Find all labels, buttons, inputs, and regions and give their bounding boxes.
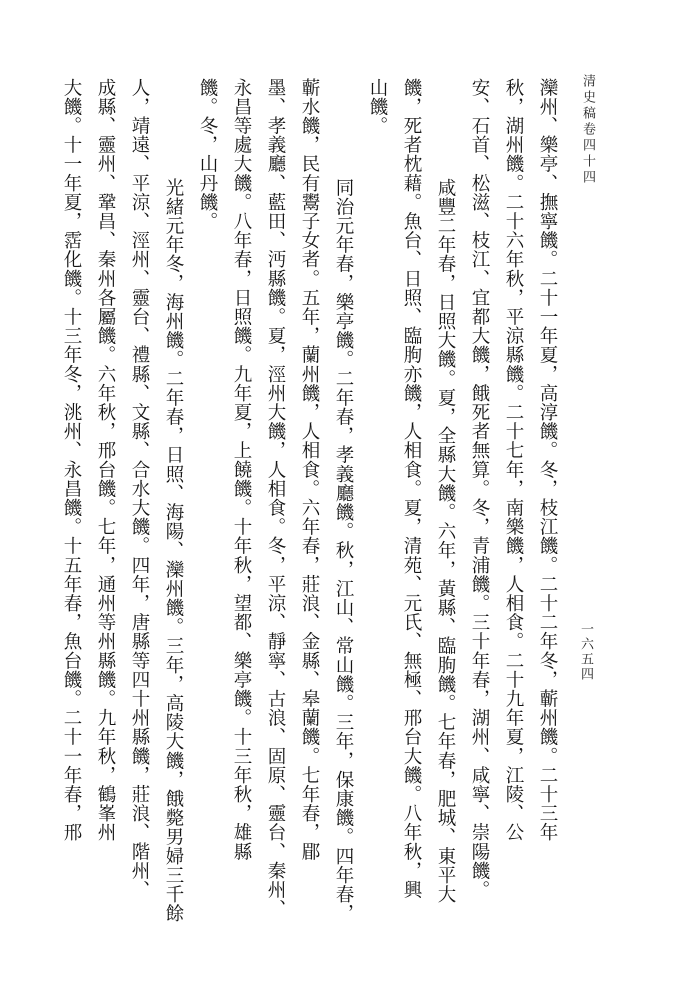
text-column: 大饑。十一年夏，霑化饑。十三年冬，洮州、永昌饑。十五年春，魚台饑。二十一年春，邢 bbox=[61, 78, 82, 842]
text-column: 成縣、靈州、鞏昌、秦州各屬饑。六年秋，邢台饑。七年，通州等州縣饑。九年秋，鶴峯州 bbox=[95, 78, 116, 842]
text-column: 人，靖遠、平涼、涇州、靈台、禮縣、文縣、合水大饑。四年，唐縣等四十州縣饑，莊浪、階州、 bbox=[129, 78, 150, 900]
text-column: 山饑。 bbox=[367, 78, 388, 136]
running-header-title: 清史稿卷四十四 bbox=[580, 74, 595, 186]
page-number: 一六五四 bbox=[578, 622, 593, 682]
text-column: 永昌等處大饑。八年春，日照饑。九年夏，上饒饑。十年秋，望都、樂亭饑。十三年秋，雄縣 bbox=[231, 78, 252, 862]
text-column: 光緒元年冬，海州饑。二年春，日照、海陽、灤州饑。三年，高陵大饑，餓斃男婦三千餘 bbox=[163, 178, 184, 923]
text-column: 饑，死者枕藉。魚台、日照、臨朐亦饑，人相食。夏，清苑、元氏、無極、邢台大饑。八年秋，興 bbox=[401, 78, 422, 900]
text-column: 蘄水饑，民有鬻子女者。五年，蘭州饑，人相食。六年春，莊浪、金縣、皋蘭饑。七年春，郿 bbox=[299, 78, 320, 862]
text-column: 灤州、樂亭、撫寧饑。二十一年夏，高淳饑。冬，枝江饑。二十二年冬，蘄州饑。二十三年 bbox=[537, 78, 558, 842]
text-column: 秋，湖州饑。二十六年秋，平涼縣饑。二十七年，南樂饑，人相食。二十九年夏，江陵、公 bbox=[503, 78, 524, 842]
text-column: 安、石首、松滋、枝江、宜都大饑，餓死者無算。冬，青浦饑。三十年春，湖州、咸寧、崇陽饑。 bbox=[469, 78, 490, 900]
text-column: 墨、孝義廳、藍田、沔縣饑。夏，涇州大饑，人相食。冬，平涼、靜寧、古浪、固原、靈台、秦州、 bbox=[265, 78, 286, 919]
text-column: 饑。冬，山丹饑。 bbox=[197, 78, 218, 231]
text-column: 同治元年春，樂亭饑。二年春，孝義廳饑。秋，江山、常山饑。三年，保康饑。四年春， bbox=[333, 178, 354, 923]
text-column: 咸豐二年春，日照大饑。夏，全縣大饑。六年，黃縣、臨朐饑。七年春，肥城、東平大 bbox=[435, 178, 456, 904]
